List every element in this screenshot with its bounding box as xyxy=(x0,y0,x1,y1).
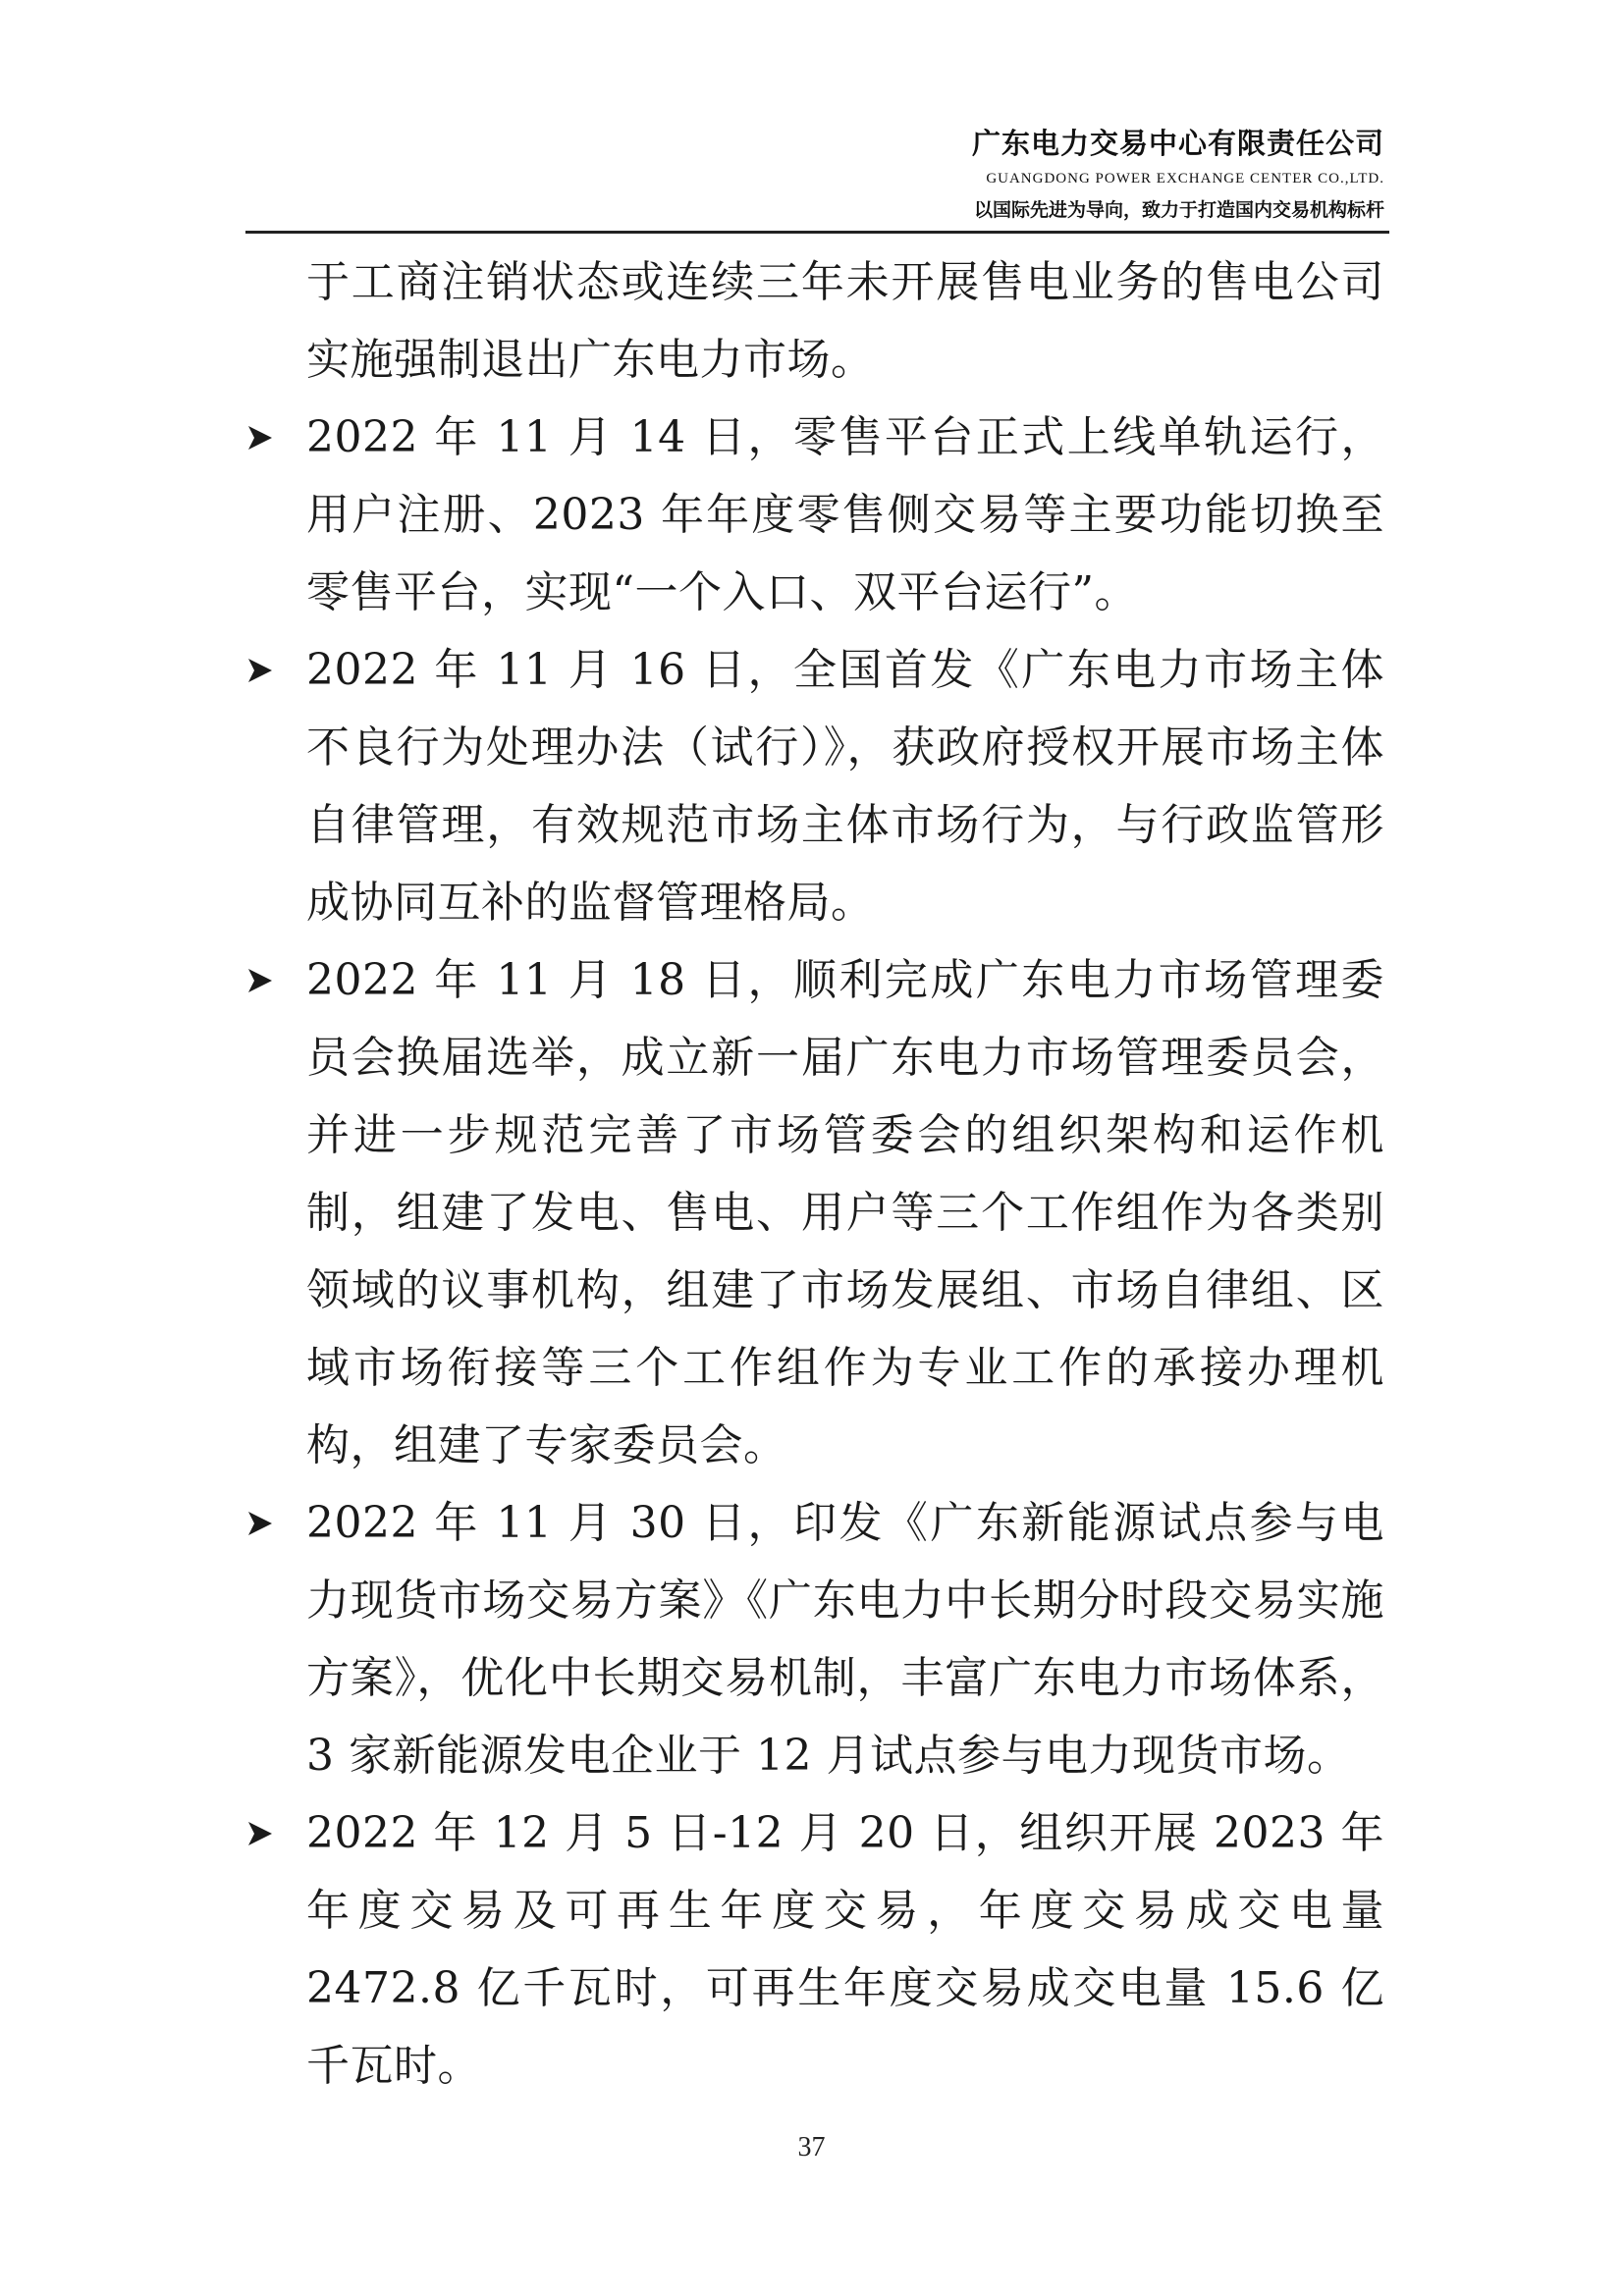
list-item xyxy=(0,1484,1384,1794)
list-item xyxy=(0,399,1384,631)
company-slogan: 以国际先进为导向，致力于打造国内交易机构标杆 xyxy=(973,199,1384,221)
list-item xyxy=(0,1794,1384,2105)
document-body xyxy=(0,243,1623,2105)
continuation-paragraph: 于工商注销状态或连续三年未开展售电业务的售电公司实施强制退出广东电力市场。 xyxy=(306,257,1384,385)
company-name-cn: 广东电力交易中心有限责任公司 xyxy=(971,127,1384,160)
arrow-bullet-icon xyxy=(245,1794,281,1872)
list-item-text: 2022 年 11 月 30 日，印发《广东新能源试点参与电力现货市场交易方案》《广东电力中长期分时段交易实施方案》，优化中长期交易机制，丰富广东电力市场体系，3 家新能源发电企业于 12 月试点参与电力现货市场。 xyxy=(306,1498,1384,1781)
page-number: 37 xyxy=(797,2132,826,2163)
list-item-text: 2022 年 12 月 5 日-12 月 20 日，组织开展 2023 年年度交易及可再生年度交易，年度交易成交电量 2472.8 亿千瓦时，可再生年度交易成交电量 15.6 亿千瓦时。 xyxy=(306,1808,1384,2091)
list-item xyxy=(0,941,1384,1484)
list-item xyxy=(0,631,1384,941)
header-divider xyxy=(245,231,1389,234)
list-item-text: 2022 年 11 月 14 日，零售平台正式上线单轨运行，用户注册、2023 年年度零售侧交易等主要功能切换至零售平台，实现“一个入口、双平台运行”。 xyxy=(306,412,1384,617)
list-item-text: 2022 年 11 月 16 日，全国首发《广东电力市场主体不良行为处理办法（试行）》，获政府授权开展市场主体自律管理，有效规范市场主体市场行为，与行政监管形成协同互补的监督管理格局。 xyxy=(306,645,1384,928)
arrow-bullet-icon xyxy=(245,941,281,1019)
arrow-bullet-icon xyxy=(245,399,281,476)
arrow-bullet-icon xyxy=(245,1484,281,1562)
company-name-en: GUANGDONG POWER EXCHANGE CENTER CO.,LTD. xyxy=(986,171,1384,187)
page-header xyxy=(0,0,1623,236)
list-item-text: 2022 年 11 月 18 日，顺利完成广东电力市场管理委员会换届选举，成立新一届广东电力市场管理委员会，并进一步规范完善了市场管委会的组织架构和运作机制，组建了发电、售电、用户等三个工作组作为各类别领域的议事机构，组建了市场发展组、市场自律组、区域市场衔接等三个工作组作为专业工作的承接办理机构，组建了专家委员会。 xyxy=(306,955,1384,1470)
arrow-bullet-icon xyxy=(245,631,281,709)
